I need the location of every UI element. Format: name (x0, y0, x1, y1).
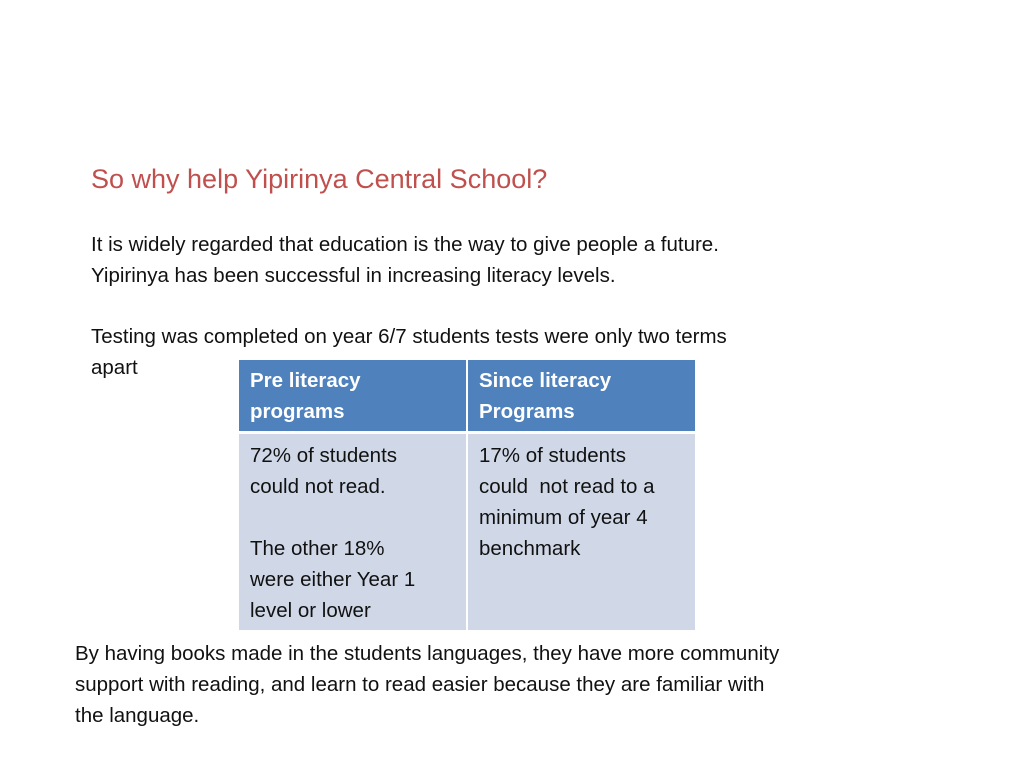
header-since-line-1: Since literacy (479, 369, 612, 392)
pre-cell-line-5: level or lower (250, 599, 371, 622)
cell-since-literacy (467, 433, 695, 631)
closing-line-3: the language. (75, 704, 200, 727)
header-pre-line-1: Pre literacy (250, 369, 361, 392)
since-cell-line-3: minimum of year 4 (479, 506, 648, 529)
literacy-results-table (239, 360, 695, 630)
since-cell-line-1: 17% of students (479, 444, 627, 467)
since-cell-line-2: could not read to a (479, 475, 655, 498)
intro-line-2: Yipirinya has been successful in increasing literacy levels. (91, 264, 616, 287)
slide-title: So why help Yipirinya Central School? (91, 164, 548, 194)
pre-cell-spacer (250, 502, 456, 533)
intro-line-1: It is widely regarded that education is the way to give people a future. (91, 233, 719, 256)
closing-paragraph (75, 638, 915, 731)
closing-line-1: By having books made in the students languages, they have more community (75, 642, 780, 665)
since-cell-line-4: benchmark (479, 537, 581, 560)
pre-cell-line-3: The other 18% (250, 537, 385, 560)
intro-paragraph (91, 229, 851, 291)
table-header-row (239, 360, 695, 433)
header-pre-line-2: programs (250, 400, 345, 423)
testing-line-1: Testing was completed on year 6/7 students tests were only two terms (91, 325, 727, 348)
header-pre-literacy (239, 360, 467, 433)
pre-cell-line-4: were either Year 1 (250, 568, 416, 591)
table-row (239, 433, 695, 631)
header-since-literacy (467, 360, 695, 433)
testing-line-2: apart (91, 356, 138, 379)
cell-pre-literacy (239, 433, 467, 631)
pre-cell-line-2: could not read. (250, 475, 386, 498)
header-since-line-2: Programs (479, 400, 575, 423)
pre-cell-line-1: 72% of students (250, 444, 398, 467)
closing-line-2: support with reading, and learn to read easier because they are familiar with (75, 673, 765, 696)
